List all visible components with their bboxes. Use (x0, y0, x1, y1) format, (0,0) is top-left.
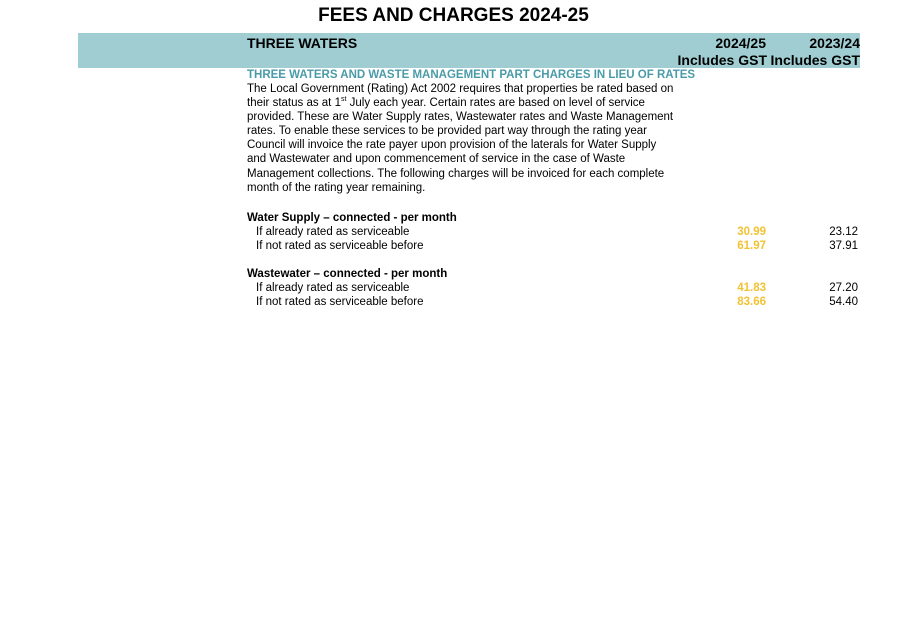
column-2023-24-year: 2023/24 (809, 35, 860, 51)
intro-line (247, 96, 687, 110)
section-title: THREE WATERS (247, 35, 358, 51)
fee-value-2024-25: 30.99 (737, 226, 766, 238)
intro-line: Management collections. The following charges will be invoiced for each complete (247, 167, 665, 180)
intro-line: month of the rating year remaining. (247, 181, 426, 194)
intro-line: rates. To enable these services to be provided part way through the rating year (247, 125, 647, 138)
fee-value-2023-24: 37.91 (829, 240, 858, 252)
fee-value-2023-24: 23.12 (829, 226, 858, 238)
intro-line: and Wastewater and upon commencement of service in the case of Waste (247, 153, 626, 166)
intro-line-text: July each year. Certain rates are based on level of service (346, 97, 645, 110)
fee-row-label: If not rated as serviceable before (256, 296, 424, 308)
fee-value-2024-25: 61.97 (737, 240, 766, 252)
fee-row-label: If not rated as serviceable before (256, 240, 424, 252)
superscript-st: st (340, 96, 347, 104)
fee-row-label: If already rated as serviceable (256, 226, 410, 238)
intro-line-text: their status as at 1 (247, 97, 341, 110)
column-2024-25-gst-note: Includes GST (677, 52, 767, 68)
intro-line: The Local Government (Rating) Act 2002 requires that properties be rated based on (247, 83, 674, 95)
page-title: FEES AND CHARGES 2024-25 (318, 5, 589, 26)
intro-line: provided. These are Water Supply rates, Wastewater rates and Waste Management (247, 111, 674, 124)
fee-row-label: If already rated as serviceable (256, 282, 410, 294)
fee-value-2023-24: 27.20 (829, 282, 858, 294)
column-2024-25-year: 2024/25 (715, 35, 766, 51)
fee-value-2024-25: 41.83 (737, 282, 766, 294)
water-supply-heading: Water Supply – connected - per month (247, 212, 457, 224)
wastewater-heading: Wastewater – connected - per month (247, 268, 448, 280)
fee-value-2024-25: 83.66 (737, 296, 766, 308)
intro-paragraph (247, 82, 687, 195)
fee-value-2023-24: 54.40 (829, 296, 858, 308)
subheading: THREE WATERS AND WASTE MANAGEMENT PART CHARGES IN LIEU OF RATES (247, 69, 696, 81)
column-2023-24-gst-note: Includes GST (770, 52, 860, 68)
intro-line: Council will invoice the rate payer upon provision of the laterals for Water Supply (247, 139, 657, 152)
